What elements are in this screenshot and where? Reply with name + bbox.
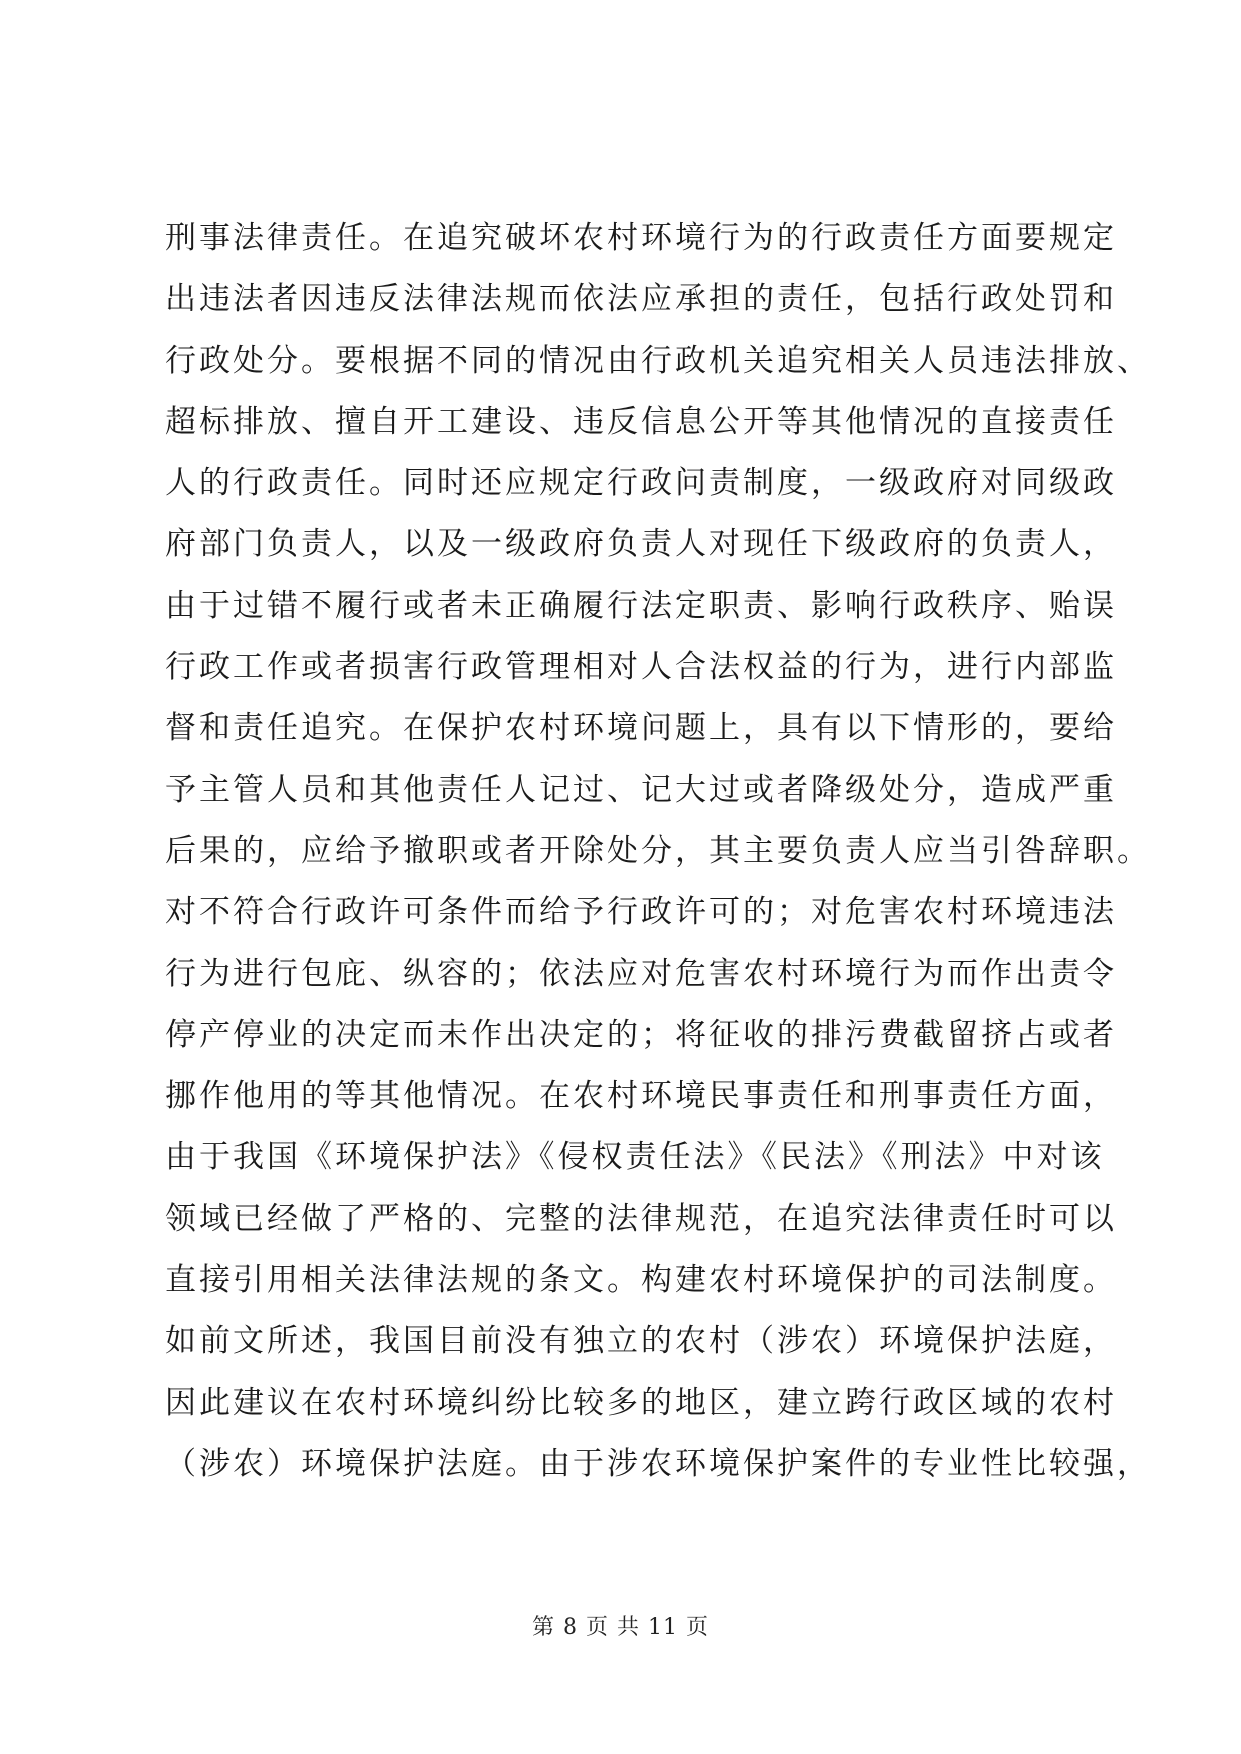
body-text — [165, 208, 1151, 1495]
text-line: 行政工作或者损害行政管理相对人合法权益的行为，进行内部监 — [165, 649, 1117, 686]
text-line: 后果的，应给予撤职或者开除处分，其主要负责人应当引咎辞职。 — [165, 832, 1151, 869]
text-line: 行为进行包庇、纵容的；依法应对危害农村环境行为而作出责令 — [165, 955, 1117, 992]
page-footer: 第 8 页 共 11 页 — [532, 1615, 709, 1640]
text-line: 府部门负责人，以及一级政府负责人对现任下级政府的负责人， — [165, 526, 1117, 563]
text-line: 领域已经做了严格的、完整的法律规范，在追究法律责任时可以 — [165, 1200, 1117, 1237]
text-line: 对不符合行政许可条件而给予行政许可的；对危害农村环境违法 — [165, 894, 1117, 931]
text-line: 予主管人员和其他责任人记过、记大过或者降级处分，造成严重 — [165, 771, 1117, 808]
text-line: 停产停业的决定而未作出决定的；将征收的排污费截留挤占或者 — [165, 1016, 1117, 1053]
text-line: 挪作他用的等其他情况。在农村环境民事责任和刑事责任方面， — [165, 1078, 1117, 1115]
text-line: 由于过错不履行或者未正确履行法定职责、影响行政秩序、贻误 — [165, 587, 1117, 624]
text-line: （涉农）环境保护法庭。由于涉农环境保护案件的专业性比较强， — [165, 1445, 1151, 1482]
text-line: 如前文所述，我国目前没有独立的农村（涉农）环境保护法庭， — [165, 1323, 1117, 1360]
text-line: 因此建议在农村环境纠纷比较多的地区，建立跨行政区域的农村 — [165, 1384, 1117, 1421]
text-line: 出违法者因违反法律法规而依法应承担的责任，包括行政处罚和 — [165, 281, 1117, 318]
text-line: 人的行政责任。同时还应规定行政问责制度，一级政府对同级政 — [165, 465, 1117, 502]
text-line: 行政处分。要根据不同的情况由行政机关追究相关人员违法排放、 — [165, 342, 1151, 379]
text-line: 督和责任追究。在保护农村环境问题上，具有以下情形的，要给 — [165, 710, 1117, 747]
text-line: 刑事法律责任。在追究破坏农村环境行为的行政责任方面要规定 — [165, 220, 1117, 256]
text-line: 由于我国《环境保护法》《侵权责任法》《民法》《刑法》中对该 — [165, 1139, 1105, 1176]
text-line: 超标排放、擅自开工建设、违反信息公开等其他情况的直接责任 — [165, 403, 1117, 440]
text-line: 直接引用相关法律法规的条文。构建农村环境保护的司法制度。 — [165, 1262, 1117, 1299]
